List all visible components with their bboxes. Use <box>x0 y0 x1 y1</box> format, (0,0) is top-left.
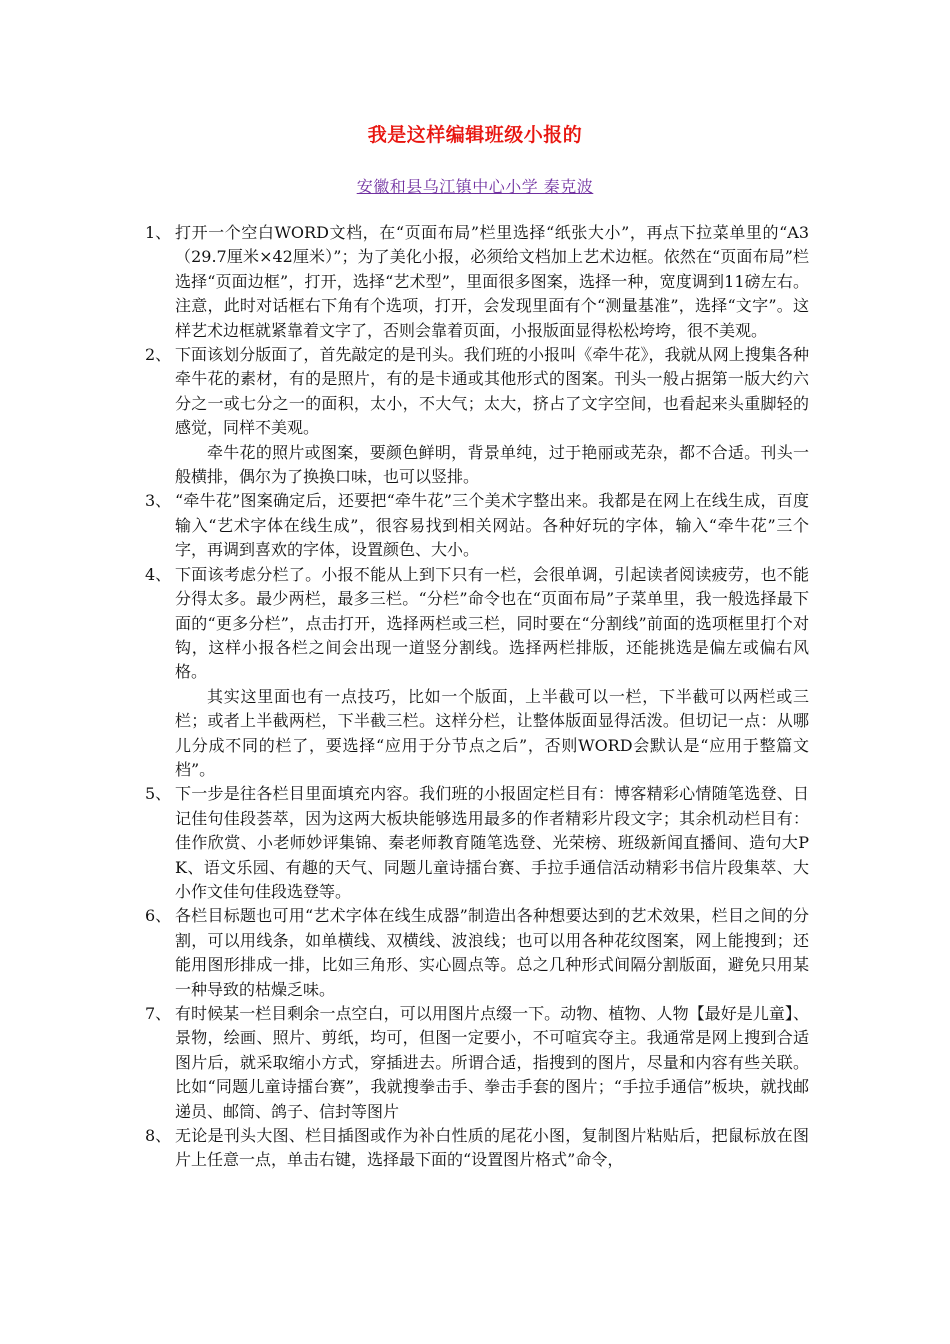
item-number: 3、 <box>145 491 172 511</box>
list-item <box>145 1124 809 1173</box>
item-number: 7、 <box>145 1004 172 1023</box>
item-number: 6、 <box>145 906 172 926</box>
list-item <box>145 904 809 1002</box>
item-number: 2、 <box>145 345 172 365</box>
list-item <box>145 221 809 343</box>
item-continuation-paragraph: 其实这里面也有一点技巧，比如一个版面，上半截可以一栏，下半截可以两栏或三栏；或者上半截两栏，下半截三栏。这样分栏，让整体版面显得活泼。但切记一点：从哪儿分成不同的栏了，要选择“应用于分节点之后”，否则WORD会默认是“应用于整篇文档”。 <box>175 686 809 779</box>
list-item <box>145 782 809 904</box>
item-text: 下面该划分版面了，首先敲定的是刊头。我们班的小报叫《牵牛花》，我就从网上搜集各种牵牛花的素材，有的是照片，有的是卡通或其他形式的图案。刊头一般占据第一版大约六分之一或七分之一的面积，太小，不大气；太大，挤占了文字空间，也看起来头重脚轻的感觉，同样不美观。 <box>175 345 809 438</box>
document-title: 我是这样编辑班级小报的 <box>367 124 583 146</box>
item-text: “牵牛花”图案确定后，还要把“牵牛花”三个美术字整出来。我都是在网上在线生成，百度输入“艺术字体在线生成”，很容易找到相关网站。各种好玩的字体，输入“牵牛花”三个字，再调到喜欢的字体，设置颜色、大小。 <box>175 491 809 560</box>
item-number: 4、 <box>145 564 172 584</box>
document-body <box>145 221 809 1173</box>
item-number: 8、 <box>145 1126 172 1146</box>
author-line: 安徽和县乌江镇中心小学 秦克波 <box>356 177 594 196</box>
item-text: 下一步是往各栏目里面填充内容。我们班的小报固定栏目有：博客精彩心情随笔选登、日记佳句佳段荟萃，因为这两大板块能够选用最多的作者精彩片段文字；其余机动栏目有：佳作欣赏、小老师妙评集锦、秦老师教育随笔选登、光荣榜、班级新闻直播间、造句大PK、语文乐园、有趣的天气、同题儿童诗擂台赛、手拉手通信活动精彩书信片段集萃、大小作文佳句佳段选登等。 <box>175 784 809 901</box>
item-text: 有时候某一栏目剩余一点空白，可以用图片点缀一下。动物、植物、人物【最好是儿童】、景物，绘画、照片、剪纸，均可，但图一定要小，不可喧宾夺主。我通常是网上搜到合适图片后，就采取缩小方式，穿插进去。所谓合适，指搜到的图片，尽量和内容有些关联。比如“同题儿童诗擂台赛”，我就搜拳击手、拳击手套的图片；“手拉手通信”板块，就找邮递员、邮筒、鸽子、信封等图片 <box>175 1004 809 1121</box>
item-number: 1、 <box>145 223 172 242</box>
item-text: 打开一个空白WORD文档，在“页面布局”栏里选择“纸张大小”，再点下拉菜单里的“A3（29.7厘米×42厘米）”；为了美化小报，必须给文档加上艺术边框。依然在“页面布局”栏选择“页面边框”，打开，选择“艺术型”，里面很多图案，选择一种，宽度调到11磅左右。注意，此时对话框右下角有个选项，打开，会发现里面有个“测量基准”，选择“文字”。这样艺术边框就紧靠着文字了，否则会靠着页面，小报版面显得松松垮垮，很不美观。 <box>175 223 809 340</box>
list-item <box>145 563 809 685</box>
item-text: 下面该考虑分栏了。小报不能从上到下只有一栏，会很单调，引起读者阅读疲劳，也不能分得太多。最少两栏，最多三栏。“分栏”命令也在“页面布局”子菜单里，我一般选择最下面的“更多分栏”，点击打开，选择两栏或三栏，同时要在“分割线”前面的选项框里打个对钩，这样小报各栏之间会出现一道竖分割线。选择两栏排版，还能挑选是偏左或偏右风格。 <box>175 564 809 682</box>
item-continuation-paragraph: 牵牛花的照片或图案，要颜色鲜明，背景单纯，过于艳丽或芜杂，都不合适。刊头一般横排，偶尔为了换换口味，也可以竖排。 <box>175 442 809 487</box>
item-text: 各栏目标题也可用“艺术字体在线生成器”制造出各种想要达到的艺术效果，栏目之间的分割，可以用线条，如单横线、双横线、波浪线；也可以用各种花纹图案，网上能搜到；还能用图形排成一排，比如三角形、实心圆点等。总之几种形式间隔分割版面，避免只用某一种导致的枯燥乏味。 <box>175 906 809 999</box>
list-item <box>145 489 809 562</box>
list-item <box>145 1002 809 1124</box>
item-number: 5、 <box>145 784 172 804</box>
item-text: 无论是刊头大图、栏目插图或作为补白性质的尾花小图，复制图片粘贴后，把鼠标放在图片上任意一点，单击右键，选择最下面的“设置图片格式”命令， <box>175 1126 809 1170</box>
list-item <box>145 343 809 441</box>
